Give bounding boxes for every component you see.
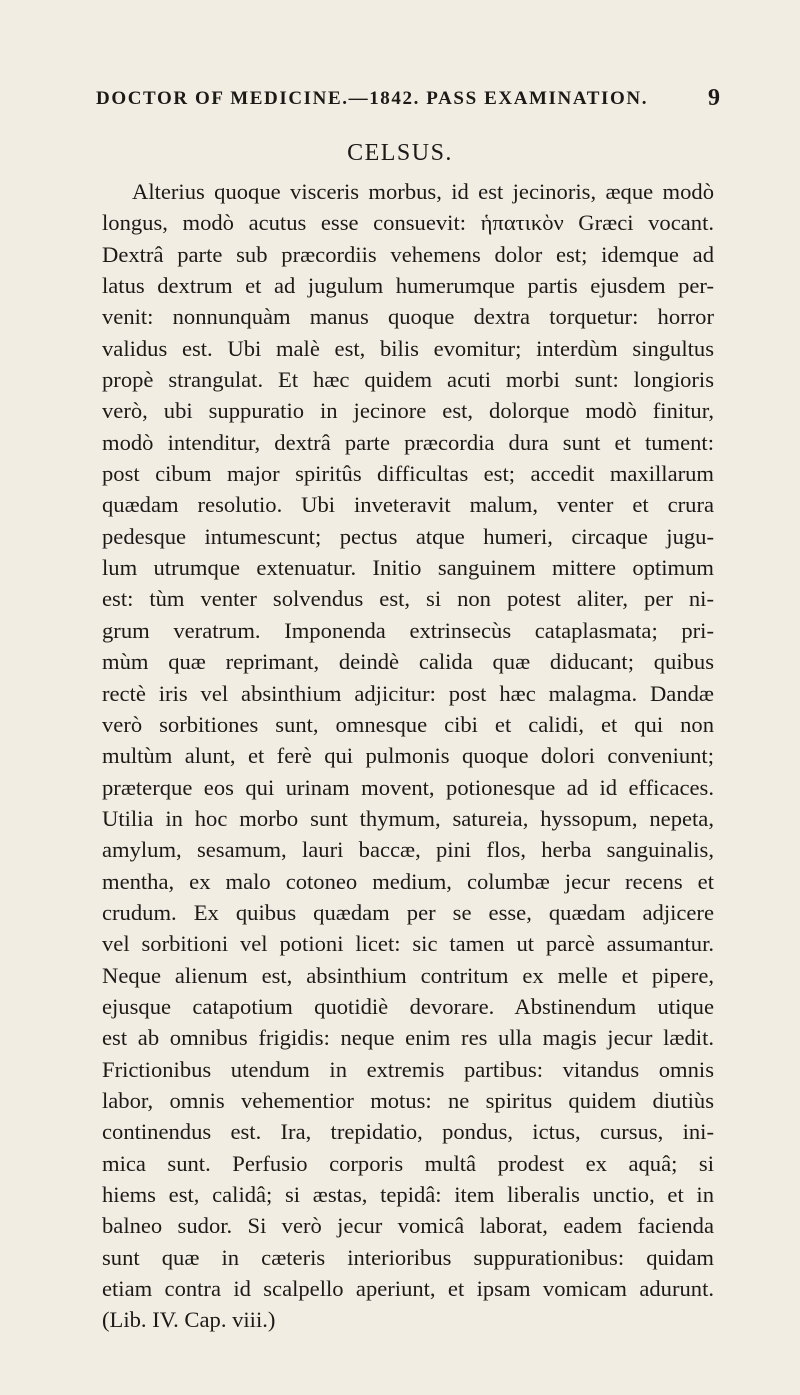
running-head <box>96 85 720 118</box>
text-line: balneo sudor. Si verò jecur vomicâ laborat, eadem facienda <box>102 1213 714 1239</box>
text-line: propè strangulat. Et hæc quidem acuti morbi sunt: longioris <box>102 367 714 393</box>
text-line: continendus est. Ira, trepidatio, pondus, ictus, cursus, ini- <box>102 1119 714 1145</box>
text-line: est ab omnibus frigidis: neque enim res ulla magis jecur lædit. <box>102 1025 714 1051</box>
text-line: Frictionibus utendum in extremis partibus: vitandus omnis <box>102 1056 714 1082</box>
text-line: rectè iris vel absinthium adjicitur: post hæc malagma. Dandæ <box>102 680 714 706</box>
running-title: DOCTOR OF MEDICINE.—1842. PASS EXAMINATION. <box>96 88 649 109</box>
text-line: lum utrumque extenuatur. Initio sanguinem mittere optimum <box>102 555 714 581</box>
text-line: venit: nonnunquàm manus quoque dextra torquetur: horror <box>102 304 714 330</box>
text-line: pedesque intumescunt; pectus atque humeri, circaque jugu- <box>102 523 714 549</box>
text-line: longus, modò acutus esse consuevit: ἡπατικὸν Græci vocant. <box>102 210 714 236</box>
text-line: mentha, ex malo cotoneo medium, columbæ jecur recens et <box>102 868 714 894</box>
text-line: grum veratrum. Imponenda extrinsecùs cataplasmata; pri- <box>102 617 714 643</box>
text-line: amylum, sesamum, lauri baccæ, pini flos, herba sanguinalis, <box>102 837 714 863</box>
page-number: 9 <box>708 85 720 111</box>
text-line: mùm quæ reprimant, deindè calida quæ diducant; quibus <box>102 649 714 675</box>
text-line: etiam contra id scalpello aperiunt, et ipsam vomicam adurunt. <box>102 1276 714 1302</box>
text-line: sunt quæ in cæteris interioribus suppurationibus: quidam <box>102 1244 714 1270</box>
text-line: verò, ubi suppuratio in jecinore est, dolorque modò finitur, <box>102 398 714 424</box>
text-line: quædam resolutio. Ubi inveteravit malum, venter et crura <box>102 492 714 518</box>
text-line: modò intenditur, dextrâ parte præcordia dura sunt et tument: <box>102 429 714 455</box>
text-line: latus dextrum et ad jugulum humerumque partis ejusdem per- <box>102 273 714 299</box>
text-line: hiems est, calidâ; si æstas, tepidâ: item liberalis unctio, et in <box>102 1182 714 1207</box>
text-line: labor, omnis vehementior motus: ne spiritus quidem diutiùs <box>102 1087 714 1113</box>
text-line: verò sorbitiones sunt, omnesque cibi et calidi, et qui non <box>102 711 714 737</box>
text-line: multùm alunt, et ferè qui pulmonis quoque dolori conveniunt; <box>102 743 714 769</box>
text-line: crudum. Ex quibus quædam per se esse, quædam adjicere <box>102 899 714 925</box>
text-line: mica sunt. Perfusio corporis multâ prodest ex aquâ; si <box>102 1150 714 1176</box>
text-line: est: tùm venter solvendus est, si non potest aliter, per ni- <box>102 586 714 612</box>
text-line: Neque alienum est, absinthium contritum ex melle et pipere, <box>102 962 714 988</box>
text-line: post cibum major spiritûs difficultas est; accedit maxillarum <box>102 461 714 487</box>
body-text <box>102 176 714 1336</box>
text-line: præterque eos qui urinam movent, potionesque ad id efficaces. <box>102 774 714 800</box>
text-line: Dextrâ parte sub præcordiis vehemens dolor est; idemque ad <box>102 241 714 267</box>
citation-line: (Lib. IV. Cap. viii.) <box>102 1307 276 1333</box>
text-line: Alterius quoque visceris morbus, id est jecinoris, æque modò <box>132 179 714 204</box>
text-line: ejusque catapotium quotidiè devorare. Abstinendum utique <box>102 993 714 1019</box>
text-line: vel sorbitioni vel potioni licet: sic tamen ut parcè assumantur. <box>102 931 714 957</box>
section-title: CELSUS. <box>347 140 453 166</box>
text-line: Utilia in hoc morbo sunt thymum, satureia, hyssopum, nepeta, <box>102 805 714 831</box>
text-line: validus est. Ubi malè est, bilis evomitur; interdùm singultus <box>102 335 714 361</box>
